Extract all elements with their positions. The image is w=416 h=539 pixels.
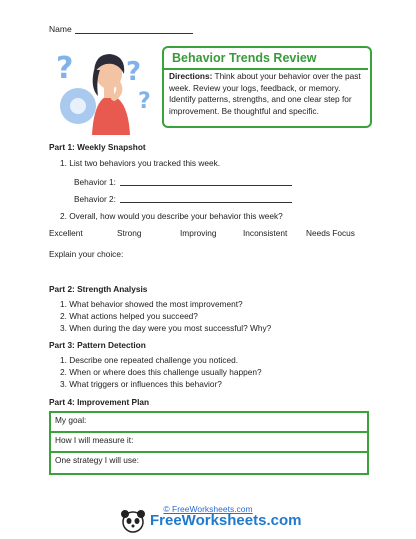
plan-row-measure[interactable]: How I will measure it: — [51, 433, 367, 453]
part2-item-1: 1. What behavior showed the most improvement? — [60, 299, 243, 309]
question-mark-icon: ? — [56, 51, 74, 86]
panda-logo-icon — [120, 508, 146, 534]
explain-label: Explain your choice: — [49, 249, 124, 259]
part1-q1: 1. List two behaviors you tracked this week. — [60, 158, 221, 168]
option-strong[interactable]: Strong — [117, 228, 142, 238]
directions-text — [169, 71, 365, 117]
footer-brand: FreeWorksheets.com — [150, 512, 302, 529]
question-mark-icon: ? — [126, 57, 142, 87]
part3-item-3: 3. What triggers or influences this behavior? — [60, 379, 222, 389]
worksheet-title: Behavior Trends Review — [172, 51, 317, 65]
name-label: Name — [49, 24, 72, 34]
part2-item-3: 3. When during the day were you most successful? Why? — [60, 323, 272, 333]
option-excellent[interactable]: Excellent — [49, 228, 83, 238]
title-divider — [164, 68, 368, 70]
improvement-plan-table — [49, 411, 369, 475]
name-field — [49, 24, 193, 34]
behavior1-line[interactable] — [120, 185, 292, 186]
option-needs-focus[interactable]: Needs Focus — [306, 228, 355, 238]
plan-row-strategy[interactable]: One strategy I will use: — [55, 455, 139, 465]
part1-heading: Part 1: Weekly Snapshot — [49, 142, 146, 152]
behavior1-label: Behavior 1: — [74, 177, 116, 187]
part4-heading: Part 4: Improvement Plan — [49, 397, 150, 407]
option-improving[interactable]: Improving — [180, 228, 217, 238]
directions-body: Think about your behavior over the past week. Review your logs, feedback, or memory. Identify patterns, strengths, and one clear step for improvement. Be thoughtful and specific. — [169, 71, 361, 116]
name-line[interactable] — [75, 25, 193, 34]
part1-q2: 2. Overall, how would you describe your behavior this week? — [60, 211, 283, 221]
option-inconsistent[interactable]: Inconsistent — [243, 228, 288, 238]
part3-item-2: 2. When or where does this challenge usually happen? — [60, 367, 262, 377]
plan-row-goal[interactable]: My goal: — [51, 413, 367, 433]
part2-heading: Part 2: Strength Analysis — [49, 284, 148, 294]
part3-heading: Part 3: Pattern Detection — [49, 340, 146, 350]
part2-item-2: 2. What actions helped you succeed? — [60, 311, 198, 321]
directions-label: Directions: — [169, 71, 213, 81]
behavior2-label: Behavior 2: — [74, 194, 116, 204]
thinking-woman-illustration — [48, 40, 160, 135]
footer-link[interactable]: © FreeWorksheets.com — [163, 504, 253, 514]
question-mark-icon: ? — [138, 89, 151, 114]
part3-item-1: 1. Describe one repeated challenge you noticed. — [60, 355, 239, 365]
behavior2-line[interactable] — [120, 202, 292, 203]
